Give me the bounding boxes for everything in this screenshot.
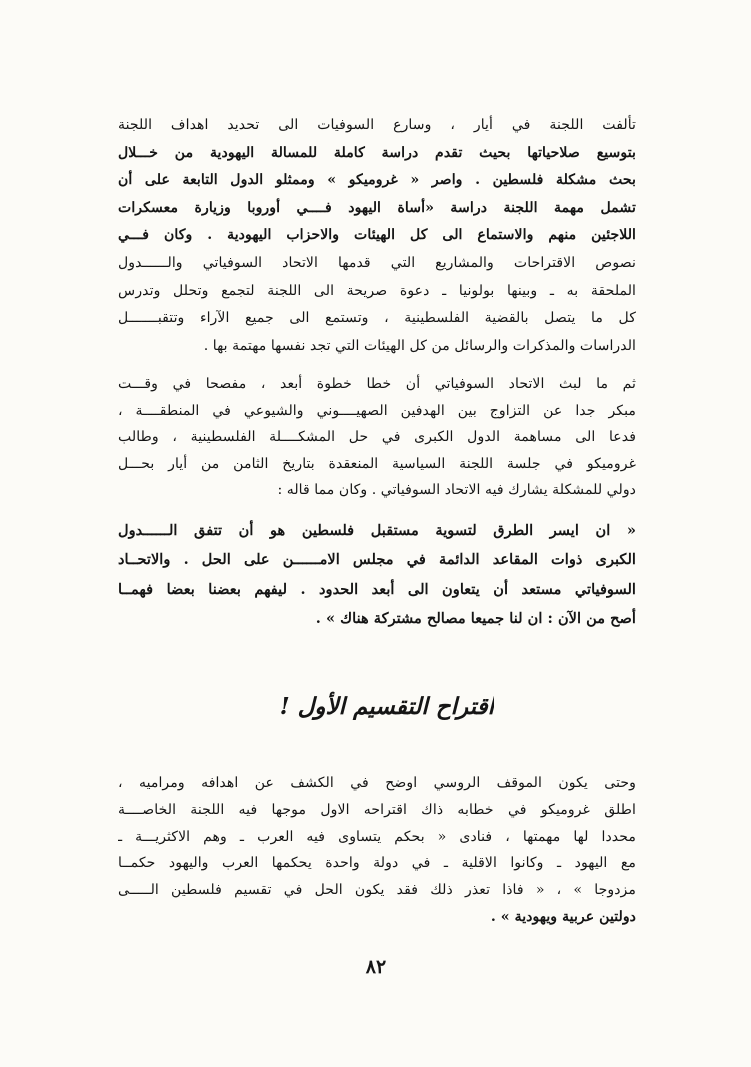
paragraph-2 (118, 371, 636, 504)
paragraph-3 (118, 770, 636, 931)
quote-line: الكبرى ذوات المقاعد الدائمة في مجلس الامــــــن على الحل . والاتحــاد (118, 551, 636, 569)
paragraph-1-line: اللاجئين منهم والاستماع الى كل الهيئات والاحزاب اليهودية . وكان فـــي (118, 227, 636, 244)
paragraph-3-line: وحتى يكون الموقف الروسي اوضح في الكشف عن اهدافه ومراميه ، (118, 775, 636, 791)
section-heading: اقتراح التقسيم الأول ! (279, 693, 494, 720)
quote-line: السوفياتي مستعد أن يتعاون الى أبعد الحدود . ليفهم بعضنا بعضا فهمــا (118, 580, 636, 598)
paragraph-1-line: الملحقة به ـ وبينها بولونيا ـ دعوة صريحة الى اللجنة لتجمع وتحلل وتدرس (118, 282, 636, 299)
paragraph-1-line: تألفت اللجنة في أيار ، وسارع السوفيات الى تحديد اهداف اللجنة (118, 117, 636, 133)
page-number: ٨٢ (365, 956, 387, 978)
paragraph-1-line: بتوسيع صلاحياتها بحيث تقدم دراسة كاملة للمسالة اليهودية من خـــلال (118, 144, 636, 161)
paragraph-1 (118, 112, 636, 360)
paragraph-3-line: محددا لها مهمتها ، فنادى « بحكم يتساوى فيه العرب ـ وهم الاكثريـــة ـ (118, 828, 636, 845)
paragraph-1-line: كل ما يتصل بالقضية الفلسطينية ، وتستمع الى جميع الآراء وتتقبـــــــل (118, 310, 636, 327)
paragraph-3-line: مع اليهود ـ وكانوا الاقلية ـ في دولة واحدة يحكمها العرب واليهود حكمــا (118, 855, 636, 872)
paragraph-3-line: اطلق غروميكو في خطابه ذاك اقتراحه الاول موجها فيه اللجنة الخاصــــة (118, 801, 636, 818)
paragraph-1-line: تشمل مهمة اللجنة دراسة «أساة اليهود فــــي أوروبا وزيارة معسكرات (118, 199, 636, 216)
paragraph-2-line: ثم ما لبث الاتحاد السوفياتي أن خطا خطوة أبعد ، مفصحا في وقـــت (118, 376, 636, 392)
paragraph-2-line: مبكر جدا عن التزاوج بين الهدفين الصهيــــوني والشيوعي في المنطقــــة ، (118, 402, 636, 419)
paragraph-3-line: مزدوجا » ، « فاذا تعذر ذلك فقد يكون الحل في تقسيم فلسطين الـــــى (118, 882, 636, 899)
paragraph-2-line: فدعا الى مساهمة الدول الكبرى في حل المشكــــلة الفلسطينية ، وطالب (118, 429, 636, 445)
paragraph-2-line: دولي للمشكلة يشارك فيه الاتحاد السوفياتي . وكان مما قاله : (277, 482, 636, 498)
quote-block (118, 516, 636, 633)
quote-line: أصح من الآن : ان لنا جميعا مصالح مشتركة هناك » . (315, 609, 636, 627)
quote-line: « ان ايسر الطرق لتسوية مستقبل فلسطين هو أن تتفق الــــــدول (118, 522, 636, 539)
paragraph-1-line: نصوص الاقتراحات والمشاريع التي قدمها الاتحاد السوفياتي والــــــدول (118, 254, 636, 271)
paragraph-1-line: بحث مشكلة فلسطين . واصر « غروميكو » وممثلو الدول التابعة على أن (118, 172, 636, 189)
paragraph-3-line: دولتين عربية ويهودية » . (490, 908, 636, 925)
paragraph-1-line: الدراسات والمذكرات والرسائل من كل الهيئات التي تجد نفسها مهتمة بها . (203, 337, 636, 354)
paragraph-2-line: غروميكو في جلسة اللجنة السياسية المنعقدة بتاريخ الثامن من أيار بحـــل (118, 455, 636, 472)
